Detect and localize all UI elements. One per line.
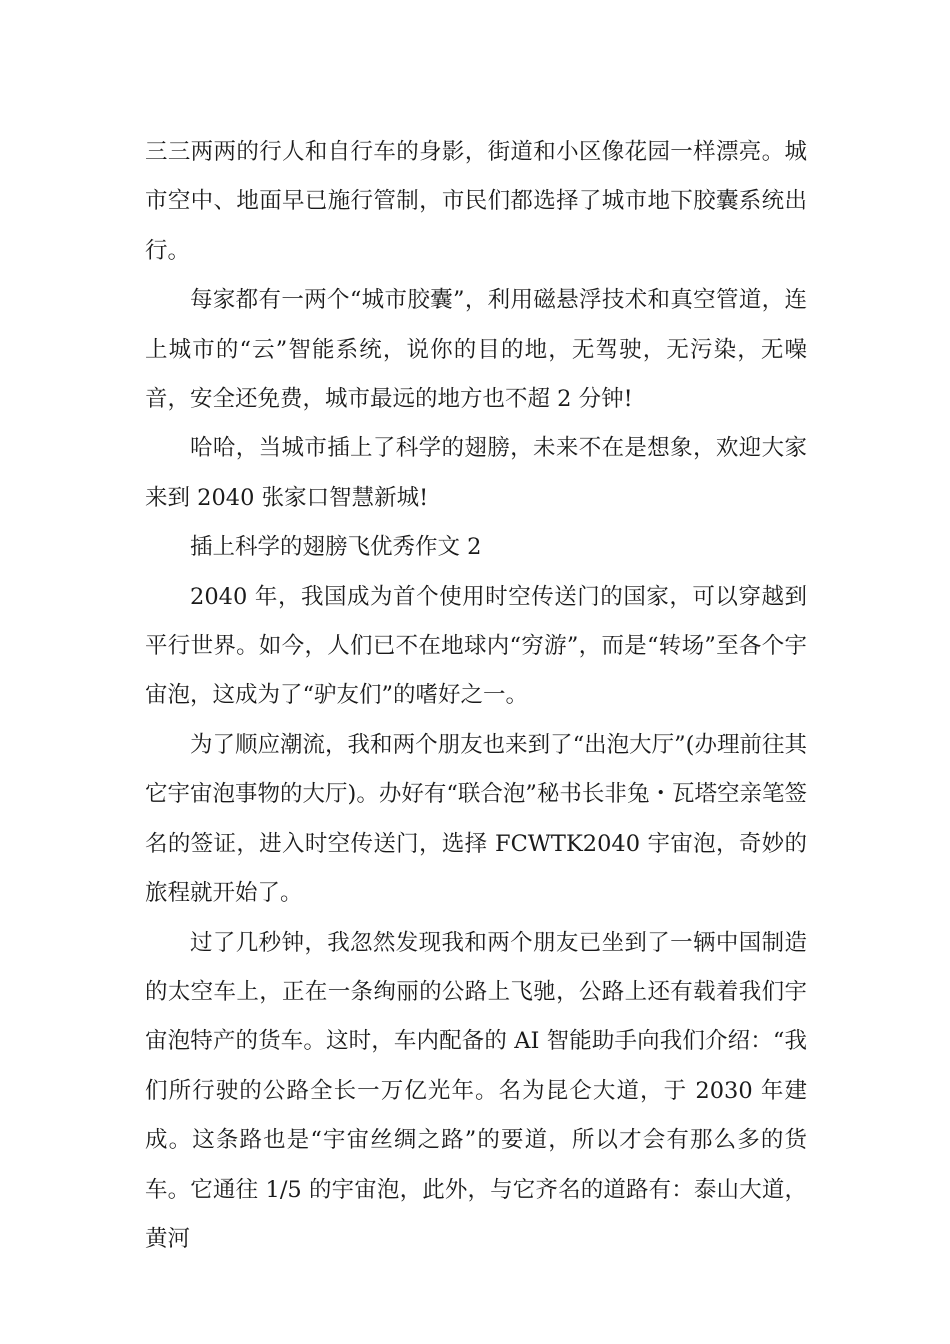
paragraph-4: 2040 年，我国成为首个使用时空传送门的国家，可以穿越到平行世界。如今，人们已不在地球内“穷游”，而是“转场”至各个宇宙泡，这成为了“驴友们”的嗜好之一。: [145, 583, 807, 709]
paragraph-1: 三三两两的行人和自行车的身影，街道和小区像花园一样漂亮。城市空中、地面早已施行管制，市民们都选择了城市地下胶囊系统出行。: [145, 139, 807, 264]
section-heading: 插上科学的翅膀飞优秀作文 2: [190, 534, 482, 561]
paragraph-3: 哈哈，当城市插上了科学的翅膀，未来不在是想象，欢迎大家来到 2040 张家口智慧新城!: [145, 435, 807, 511]
paragraph-6: 过了几秒钟，我忽然发现我和两个朋友已坐到了一辆中国制造的太空车上，正在一条绚丽的公路上飞驰，公路上还有载着我们宇宙泡特产的货车。这时，车内配备的 AI 智能助手向我们介绍：“我们所行驶的公路全长一万亿光年。名为昆仑大道，于 2030 年建成。这条路也是“宇宙丝绸之路”的要道，所以才会有那么多的货车。它通往 1/5 的宇宙泡，此外，与它齐名的道路有：泰山大道，黄河: [145, 929, 807, 1252]
paragraph-2: 每家都有一两个“城市胶囊”，利用磁悬浮技术和真空管道，连上城市的“云”智能系统，说你的目的地，无驾驶，无污染，无噪音，安全还免费，城市最远的地方也不超 2 分钟!: [145, 287, 807, 413]
document-body: [145, 128, 807, 1264]
paragraph-5: 为了顺应潮流，我和两个朋友也来到了“出泡大厅”(办理前往其它宇宙泡事物的大厅)。办好有“联合泡”秘书长非兔・瓦塔空亲笔签名的签证，进入时空传送门，选择 FCWTK2040 宇宙泡，奇妙的旅程就开始了。: [145, 731, 807, 907]
